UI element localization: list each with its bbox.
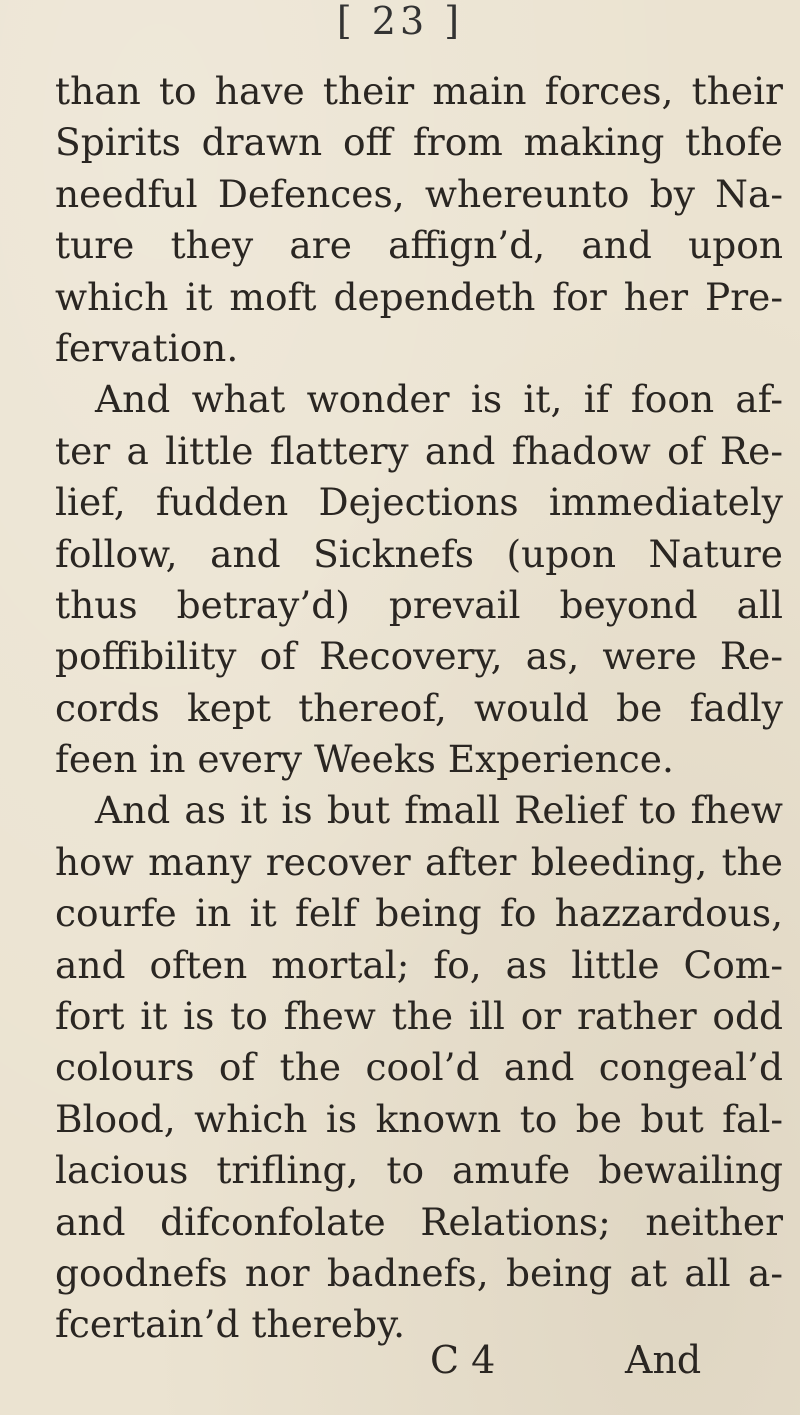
text-line: thus betray’d) prevail beyond all bbox=[55, 582, 783, 627]
text-line: fervation. bbox=[55, 325, 239, 370]
page-footer bbox=[0, 1335, 800, 1385]
text-line: needful Defences, whereunto by Na- bbox=[55, 171, 783, 216]
text-line: ture they are affign’d, and upon bbox=[55, 223, 783, 268]
text-line: than to have their main forces, their bbox=[55, 69, 783, 113]
text-line: cords kept thereof, would be fadly bbox=[55, 685, 783, 730]
text-line: fort it is to fhew the ill or rather odd bbox=[55, 994, 783, 1039]
text-line: Blood, which is known to be but fal- bbox=[55, 1096, 783, 1141]
text-line: which it moft dependeth for her Pre- bbox=[55, 274, 783, 319]
catchword: And bbox=[625, 1338, 702, 1382]
body-text bbox=[55, 66, 783, 1351]
text-line: feen in every Weeks Experience. bbox=[55, 737, 674, 782]
text-line: how many recover after bleeding, the bbox=[55, 839, 783, 884]
text-line: and difconfolate Relations; neither bbox=[55, 1199, 783, 1244]
text-line: follow, and Sicknefs (upon Nature bbox=[55, 531, 783, 576]
text-line: and often mortal; fo, as little Com- bbox=[55, 942, 783, 987]
text-line: courfe in it felf being fo hazzardous, bbox=[55, 891, 783, 936]
text-line: goodnefs nor badnefs, being at all a- bbox=[55, 1250, 783, 1295]
text-line: colours of the cool’d and congeal’d bbox=[55, 1045, 783, 1090]
text-line: And what wonder is it, if foon af- bbox=[95, 377, 783, 422]
text-line: ter a little flattery and fhadow of Re- bbox=[55, 428, 783, 473]
text-line: lief, fudden Dejections immediately bbox=[55, 480, 783, 525]
text-line: poffibility of Recovery, as, were Re- bbox=[55, 634, 783, 679]
text-line: fcertain’d thereby. bbox=[55, 1302, 406, 1347]
signature-mark: C 4 bbox=[430, 1338, 496, 1382]
text-line: Spirits drawn off from making thofe bbox=[55, 120, 783, 165]
text-line: lacious trifling, to amufe bewailing bbox=[55, 1148, 783, 1193]
page-number: [ 23 ] bbox=[336, 0, 464, 43]
text-line: And as it is but fmall Relief to fhew bbox=[95, 788, 783, 833]
